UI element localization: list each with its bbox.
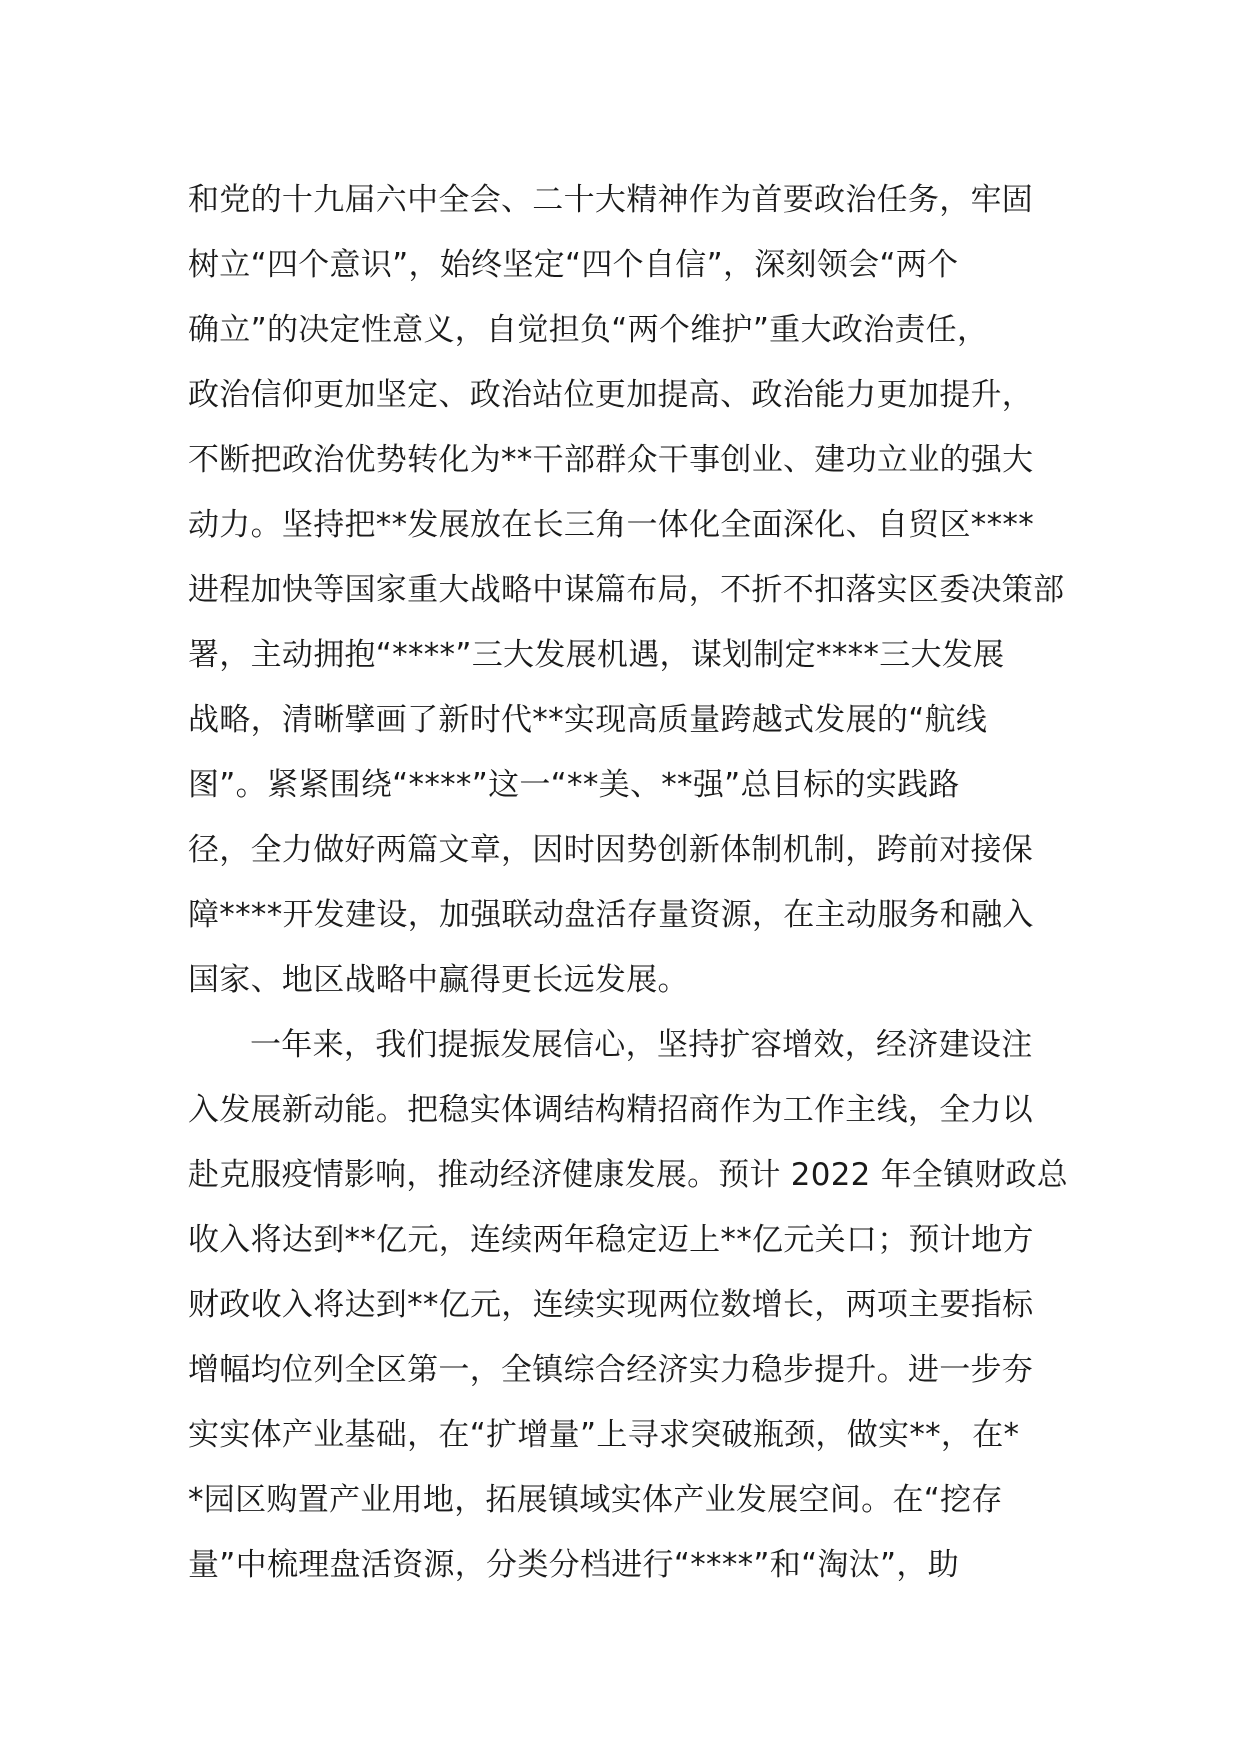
text-line: 实实体产业基础，在“扩增量”上寻求突破瓶颈，做实**，在* xyxy=(188,1417,1020,1453)
text-line: 国家、地区战略中赢得更长远发展。 xyxy=(188,962,689,998)
text-line: 署，主动拥抱“****”三大发展机遇，谋划制定****三大发展 xyxy=(188,637,1005,673)
text-line: 战略，清晰擘画了新时代**实现高质量跨越式发展的“航线 xyxy=(188,702,988,738)
text-line: 入发展新动能。把稳实体调结构精招商作为工作主线，全力以 xyxy=(188,1092,1034,1128)
text-line: 政治信仰更加坚定、政治站位更加提高、政治能力更加提升， xyxy=(188,377,1034,413)
text-line: 动力。坚持把**发展放在长三角一体化全面深化、自贸区**** xyxy=(188,507,1034,543)
text-line: 径，全力做好两篇文章，因时因势创新体制机制，跨前对接保 xyxy=(188,832,1034,868)
text-line: 赴克服疫情影响，推动经济健康发展。预计 2022 年全镇财政总 xyxy=(188,1157,1068,1193)
text-line: 进程加快等国家重大战略中谋篇布局，不折不扣落实区委决策部 xyxy=(188,572,1065,608)
text-line: 量”中梳理盘活资源，分类分档进行“****”和“淘汰”，助 xyxy=(188,1547,959,1583)
text-line: 和党的十九届六中全会、二十大精神作为首要政治任务，牢固 xyxy=(188,182,1034,218)
text-line: 增幅均位列全区第一，全镇综合经济实力稳步提升。进一步夯 xyxy=(188,1352,1034,1388)
text-line: *园区购置产业用地，拓展镇域实体产业发展空间。在“挖存 xyxy=(188,1482,1003,1518)
paragraph-start-line: 一年来，我们提振发展信心，坚持扩容增效，经济建设注 xyxy=(250,1027,1033,1063)
text-line: 图”。紧紧围绕“****”这一“**美、**强”总目标的实践路 xyxy=(188,767,960,803)
text-line: 树立“四个意识”，始终坚定“四个自信”，深刻领会“两个 xyxy=(188,247,959,283)
text-line: 确立”的决定性意义，自觉担负“两个维护”重大政治责任， xyxy=(188,312,989,348)
text-line: 障****开发建设，加强联动盘活存量资源，在主动服务和融入 xyxy=(188,897,1034,933)
body-text xyxy=(188,168,1068,1598)
text-line: 不断把政治优势转化为**干部群众干事创业、建功立业的强大 xyxy=(188,442,1034,478)
text-line: 收入将达到**亿元，连续两年稳定迈上**亿元关口；预计地方 xyxy=(188,1222,1034,1258)
text-line: 财政收入将达到**亿元，连续实现两位数增长，两项主要指标 xyxy=(188,1287,1034,1323)
